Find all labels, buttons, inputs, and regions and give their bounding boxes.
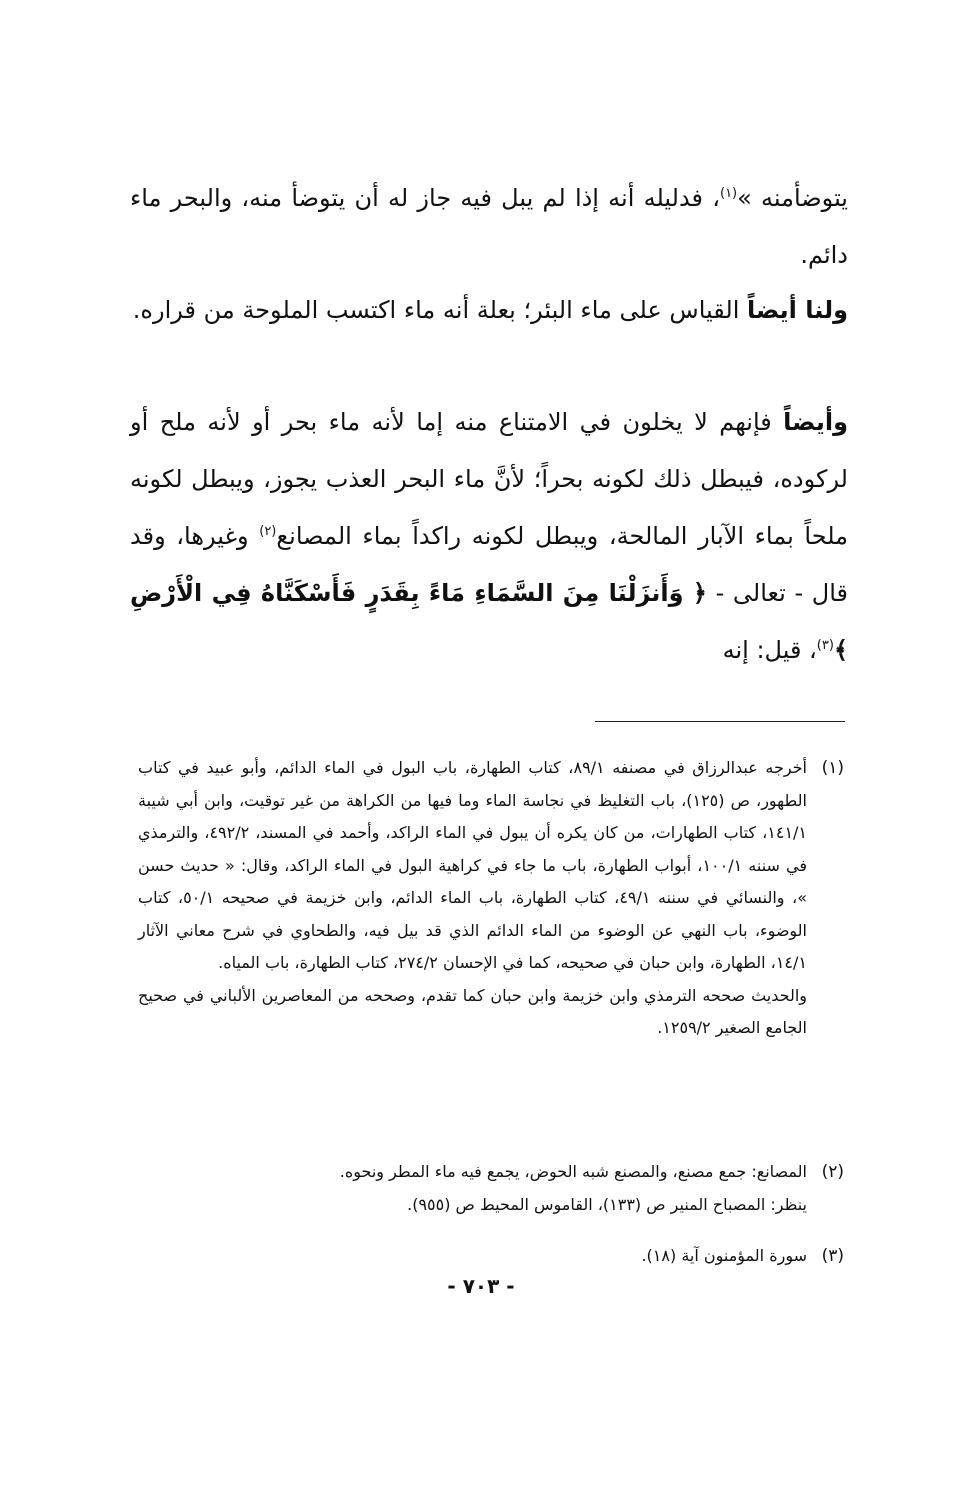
main-text: [130, 170, 848, 284]
footnote-1-body: [138, 752, 807, 1045]
paragraph-2: [130, 282, 848, 339]
p1-tail: ، فدليله أنه إذا لم يبل فيه جاز له أن يتوضأ منه، والبحر ماء دائم.: [130, 184, 848, 269]
paragraph-3: [130, 394, 848, 679]
p3-text-3: ، قيل: إنه: [722, 636, 817, 664]
p2-bold: ولنا أيضاً: [747, 296, 848, 324]
footnote-2-paragraph-2: ينظر: المصباح المنير ص (١٣٣)، القاموس المحيط ص (٩٥٥).: [407, 1194, 807, 1214]
footnote-divider: [595, 721, 845, 722]
page-number: - ٧٠٣ -: [447, 1274, 515, 1298]
footnote-ref-3[interactable]: (٣): [816, 638, 834, 653]
footnote-1-paragraph-2: والحديث صححه الترمذي وابن خزيمة وابن حبان كما تقدم، وصححه من المعاصرين الألباني في صحيح الجامع الصغير ١٢٥٩/٢.: [138, 985, 807, 1037]
footnote-2-body: [138, 1156, 807, 1221]
footnote-2-number: (٢): [821, 1162, 844, 1182]
p2-text: القياس على ماء البئر؛ بعلة أنه ماء اكتسب الملوحة من قراره.: [132, 296, 747, 324]
p3-text-2: وغيرها، وقد قال - تعالى -: [130, 522, 848, 607]
p1-text: يتوضأمنه »: [737, 184, 848, 212]
footnote-3: [0, 1240, 962, 1274]
footnote-3-body: [138, 1240, 807, 1273]
p3-text-1: فإنهم لا يخلون في الامتناع منه إما لأنه ماء بحر أو لأنه ملح أو لركوده، فيبطل ذلك لكونه بحراً؛ لأنَّ ماء البحر العذب يجوز، ويبطل لكونه ملحاً بماء الآبار المالحة، ويبطل لكونه راكداً بماء المصانع: [130, 408, 848, 550]
paragraph-1: [130, 170, 848, 284]
footnote-1-paragraph-1: أخرجه عبدالرزاق في مصنفه ٨٩/١، كتاب الطهارة، باب البول في الماء الدائم، وأبو عبيد في كتاب الطهور، ص (١٢٥)، باب التغليظ في نجاسة الماء وما فيها من الكراهة من غير توقيت، وابن أبي شيبة ١٤١/١، كتاب الطهارات، من كان يكره أن يبول في الماء الراكد، وأحمد في المسند، ٤٩٢/٢، والترمذي في سننه ١٠٠/١، أبواب الطهارة، باب ما جاء في كراهية البول في الماء الراكد، وقال: « حديث حسن »، والنسائي في سننه ٤٩/١، كتاب الطهارة، باب الماء الدائم، وابن خزيمة في صحيحه ٥٠/١، كتاب الوضوء، باب النهي عن الوضوء من الماء الدائم الذي قد بيل فيه، والطحاوي في شرح معاني الآثار ١٤/١، الطهارة، وابن حبان في صحيحه، كما في الإحسان ٢٧٤/٢، كتاب الطهارة، باب المياه.: [138, 758, 808, 972]
footnote-1: [0, 752, 962, 1142]
footnote-ref-1[interactable]: (١): [719, 186, 738, 201]
main-text-3: [130, 394, 848, 679]
footnote-2-paragraph-1: المصانع: جمع مصنع، والمصنع شبه الحوض، يجمع فيه ماء المطر ونحوه.: [339, 1162, 807, 1181]
p3-bold: وأيضاً: [783, 408, 848, 436]
footnote-ref-2[interactable]: (٢): [259, 524, 277, 539]
footnote-3-paragraph-1: سورة المؤمنون آية (١٨).: [641, 1246, 807, 1265]
footnote-2: [0, 1156, 962, 1226]
quran-verse: ﴿ وَأَنزَلْنَا مِنَ السَّمَاءِ مَاءً بِقَدَرٍ فَأَسْكَنَّاهُ فِي الْأَرْضِ ﴾: [130, 579, 848, 664]
main-text-2: [130, 282, 848, 339]
footnote-3-number: (٣): [821, 1246, 844, 1266]
footnote-1-number: (١): [821, 758, 844, 778]
